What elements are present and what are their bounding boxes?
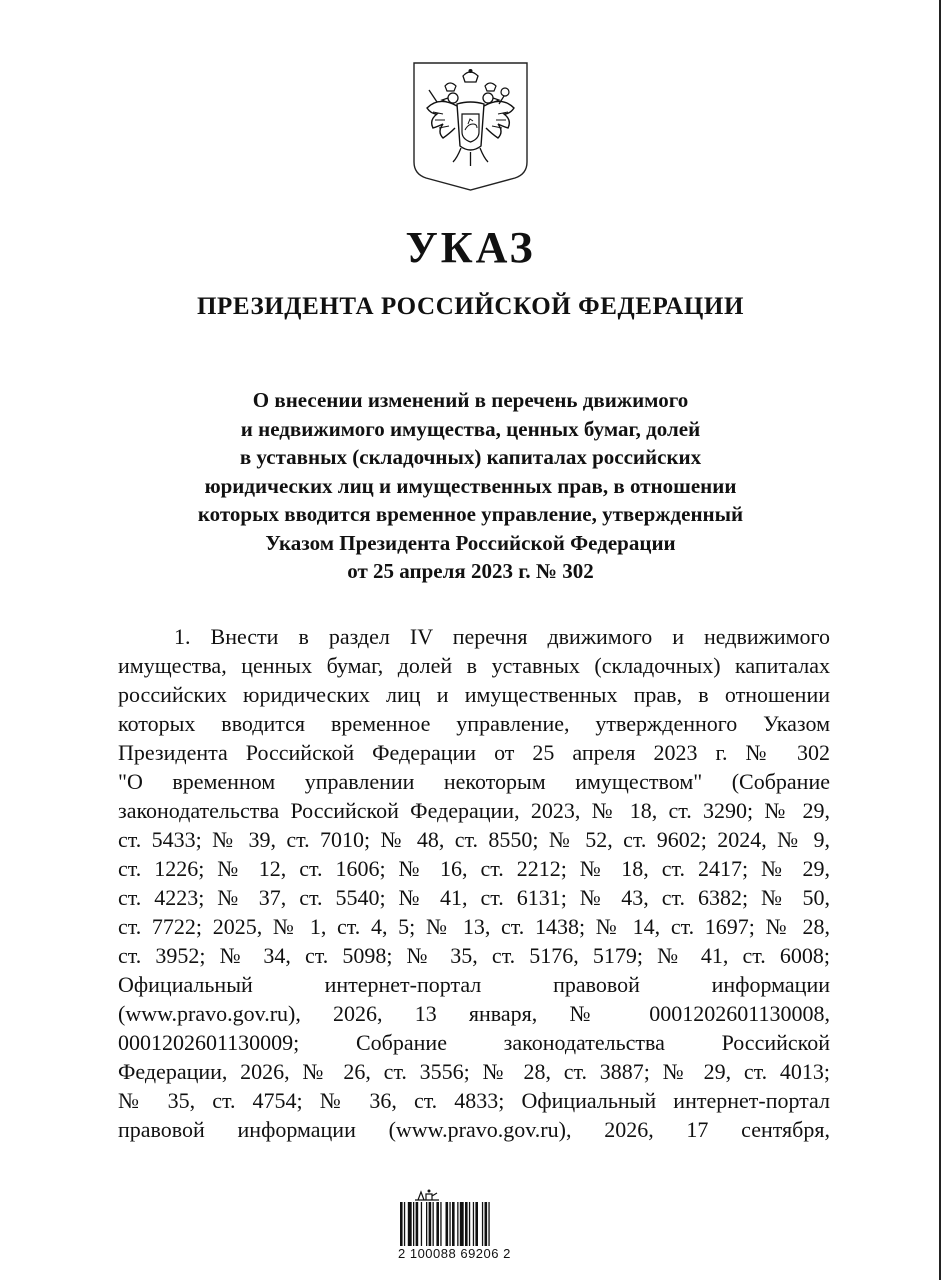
body-line: Президента Российской Федерации от 25 апреля 2023 г. № 302 xyxy=(118,740,830,765)
body-line: правовой информации (www.pravo.gov.ru), 2026, 17 сентября, xyxy=(118,1117,830,1142)
decree-heading xyxy=(160,386,781,586)
body-line: имущества, ценных бумаг, долей в уставных (складочных) капиталах xyxy=(118,653,830,678)
body-line: ст. 5433; № 39, ст. 7010; № 48, ст. 8550; № 52, ст. 9602; 2024, № 9, xyxy=(118,827,830,852)
heading-line: и недвижимого имущества, ценных бумаг, долей xyxy=(240,416,701,441)
body-line: ст. 1226; № 12, ст. 1606; № 16, ст. 2212; № 18, ст. 2417; № 29, xyxy=(118,856,830,881)
document-subtitle: ПРЕЗИДЕНТА РОССИЙСКОЙ ФЕДЕРАЦИИ xyxy=(196,293,745,320)
russian-coat-of-arms-icon xyxy=(413,62,528,191)
document-title: УКАЗ xyxy=(405,223,536,272)
heading-line: юридических лиц и имущественных прав, в отношении xyxy=(204,473,737,498)
body-line: Федерации, 2026, № 26, ст. 3556; № 28, ст. 3887; № 29, ст. 4013; xyxy=(118,1059,830,1084)
body-line: ст. 3952; № 34, ст. 5098; № 35, ст. 5176, 5179; № 41, ст. 6008; xyxy=(118,943,830,968)
document-barcode xyxy=(398,1188,548,1268)
heading-line: которых вводится временное управление, утвержденный xyxy=(197,502,744,526)
body-line: ст. 4223; № 37, ст. 5540; № 41, ст. 6131; № 43, ст. 6382; № 50, xyxy=(118,885,830,910)
heading-line: О внесении изменений в перечень движимого xyxy=(252,388,689,412)
body-line: 0001202601130009; Собрание законодательства Российской xyxy=(118,1030,830,1055)
heading-line: в уставных (складочных) капиталах российских xyxy=(239,445,702,469)
body-line: 1. Внести в раздел IV перечня движимого и недвижимого xyxy=(174,624,830,649)
body-line: которых вводится временное управление, утвержденного Указом xyxy=(118,711,830,736)
printer-mark-icon xyxy=(412,1188,442,1202)
body-line: законодательства Российской Федерации, 2023, № 18, ст. 3290; № 29, xyxy=(118,798,830,823)
barcode-icon xyxy=(398,1202,528,1246)
body-line: российских юридических лиц и имущественных прав, в отношении xyxy=(118,682,830,707)
body-line: (www.pravo.gov.ru), 2026, 13 января, № 0001202601130008, xyxy=(118,1001,830,1026)
body-line: Официальный интернет-портал правовой информации xyxy=(118,972,830,997)
body-line: ст. 7722; 2025, № 1, ст. 4, 5; № 13, ст. 1438; № 14, ст. 1697; № 28, xyxy=(118,914,830,939)
heading-line: Указом Президента Российской Федерации xyxy=(265,530,676,555)
decree-body xyxy=(118,622,830,1144)
heading-line: от 25 апреля 2023 г. № 302 xyxy=(347,559,594,583)
barcode-number: 2 100088 69206 2 xyxy=(398,1246,511,1261)
body-line: "О временном управлении некоторым имуществом" (Собрание xyxy=(118,769,830,794)
body-line: № 35, ст. 4754; № 36, ст. 4833; Официальный интернет-портал xyxy=(118,1088,830,1113)
